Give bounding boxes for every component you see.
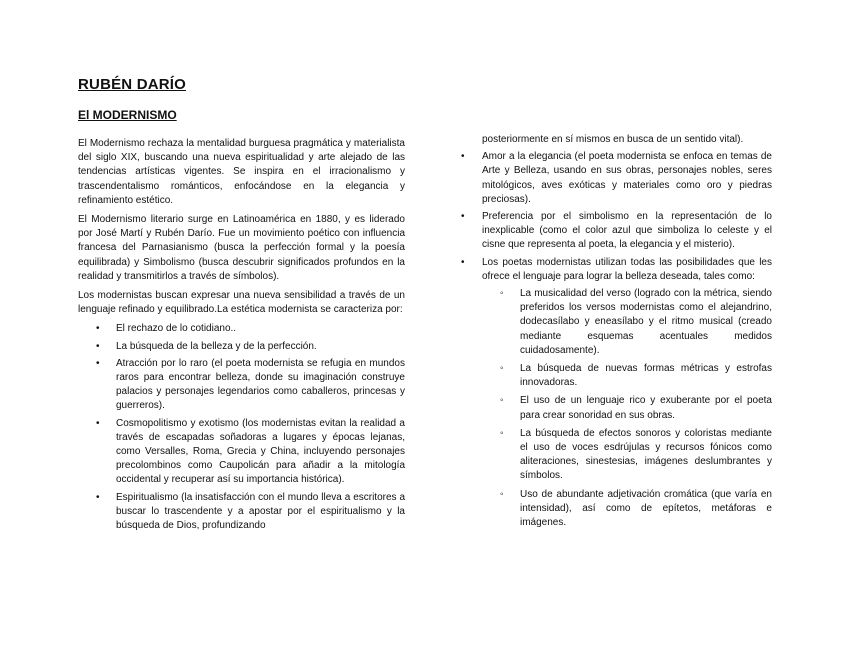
sub-list-item: ◦ La búsqueda de nuevas formas métricas y estrofas innovadoras. — [460, 362, 772, 390]
sub-list-item: ◦ Uso de abundante adjetivación cromática (que varía en intensidad), así como de epítetos, metáforas e imágenes. — [460, 488, 772, 531]
list-item: • El rechazo de lo cotidiano.. — [78, 322, 405, 336]
sub-list-item: ◦ La musicalidad del verso (logrado con la métrica, siendo preferidos los versos modernistas como el alejandrino, dodecasílabo y eneasílabo y el ritmo musical (creado mediante esquemas acentuales medidos cuidadosamente). — [460, 287, 772, 358]
sub-list-item: ◦ El uso de un lenguaje rico y exuberante por el poeta para crear sonoridad en sus obras. — [460, 394, 772, 422]
section-heading: El MODERNISMO — [78, 108, 177, 122]
list-item: • Cosmopolitismo y exotismo (los modernistas evitan la realidad a través de escapadas soñadoras a lugares y épocas lejanas, como Versalles, Roma, Grecia y China, incluyendo personajes precolombinos como Caupolicán para añadir a la mitología occidental y recuperar así su importancia histórica). — [78, 417, 405, 488]
intro-paragraph: El Modernismo rechaza la mentalidad burguesa pragmática y materialista del siglo XIX, buscando una nueva espiritualidad y arte alejado de las tendencias artísticas vigentes. Se inspira en el irracionalismo y trascendentalismo románticos, enfocándose en la elegancia y refinamiento estético. — [78, 138, 405, 206]
characteristics-list-continued — [460, 133, 772, 530]
list-item: • Atracción por lo raro (el poeta modernista se refugia en mundos raros para encontrar belleza, donde su imaginación construye palacios y personajes legendarios como caballeros, princesas y guerreros). — [78, 357, 405, 414]
characteristics-list — [78, 322, 405, 533]
sub-list-item: ◦ La búsqueda de efectos sonoros y coloristas mediante el uso de voces esdrújulas y recursos fónicos como aliteraciones, sinestesias, imágenes deslumbrantes y símbolos. — [460, 427, 772, 484]
left-column — [78, 137, 405, 536]
document-title: RUBÉN DARÍO — [78, 76, 187, 93]
right-column — [460, 133, 772, 534]
list-item-continuation: posteriormente en sí mismos en busca de un sentido vital). — [482, 134, 744, 145]
list-item: • Preferencia por el simbolismo en la representación de lo inexplicable (como el color azul que simboliza lo celeste y el cisne que representa al poeta, la elegancia y el misterio). — [460, 210, 772, 253]
origin-paragraph: El Modernismo literario surge en Latinoamérica en 1880, y es liderado por José Martí y Rubén Darío. Fue un movimiento poético con influencia francesa del Parnasianismo (busca la perfección formal y la poesía equilibrada) y Simbolismo (busca descubrir significados profundos en la realidad y transmitirlos a través de símbolos). — [78, 214, 405, 282]
list-item: • Amor a la elegancia (el poeta modernista se enfoca en temas de Arte y Belleza, usando en sus obras, personajes nobles, seres mitológicos, aves exóticas y materiales como oro y piedras preciosas). — [460, 150, 772, 207]
aesthetics-paragraph: Los modernistas buscan expresar una nueva sensibilidad a través de un lenguaje refinado y equilibrado.La estética modernista se caracteriza por: — [78, 290, 405, 316]
list-item: • La búsqueda de la belleza y de la perfección. — [78, 340, 405, 354]
list-item: • Los poetas modernistas utilizan todas las posibilidades que les ofrece el lenguaje para lograr la belleza deseada, tales como: — [460, 256, 772, 284]
list-item: • Espiritualismo (la insatisfacción con el mundo lleva a escritores a buscar lo trascendente y a apostar por el espiritualismo y la búsqueda de Dios, profundizando — [78, 491, 405, 534]
